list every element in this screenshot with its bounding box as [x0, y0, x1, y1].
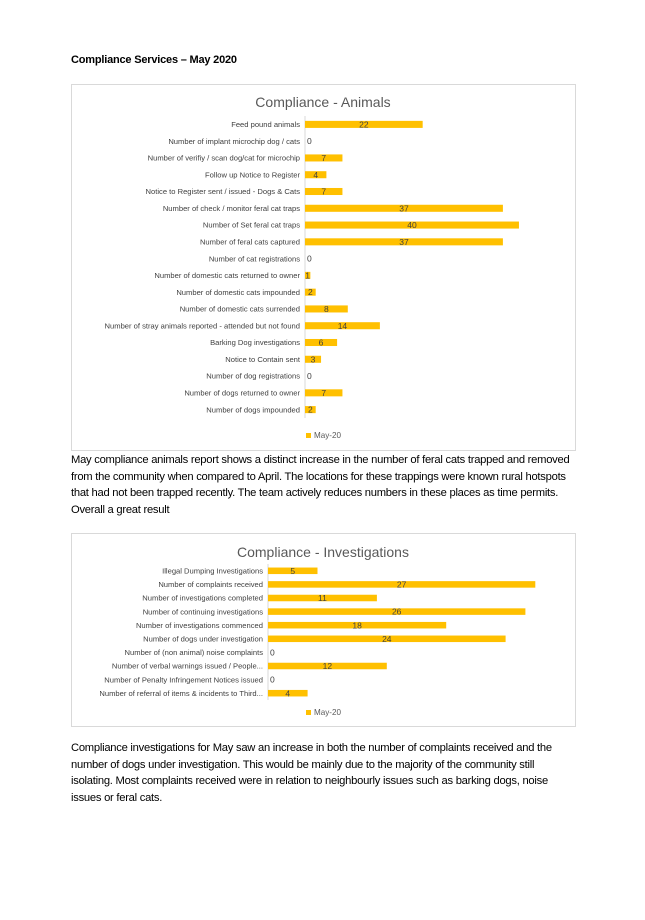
category-label: Number of domestic cats impounded	[176, 287, 300, 297]
animals-chart-svg	[72, 85, 575, 450]
category-label: Feed pound animals	[231, 120, 300, 130]
data-label: 2	[307, 287, 313, 298]
animals-chart	[71, 84, 576, 451]
data-label: 3	[310, 354, 316, 365]
legend-swatch	[306, 710, 311, 715]
data-label: 5	[290, 565, 296, 576]
category-label: Number of implant microchip dog / cats	[168, 136, 300, 146]
data-label: 37	[399, 236, 409, 247]
category-label: Number of verbal warnings issued / People...	[111, 661, 263, 671]
category-label: Number of investigations completed	[142, 593, 263, 603]
data-label: 7	[321, 186, 327, 197]
data-label: 4	[313, 169, 319, 180]
data-label: 11	[318, 593, 327, 604]
category-label: Number of Penalty Infringement Notices issued	[104, 675, 263, 685]
chart-title: Compliance - Animals	[255, 94, 391, 110]
category-label: Number of check / monitor feral cat traps	[162, 203, 300, 213]
data-label: 18	[352, 620, 362, 631]
category-label: Number of dog registrations	[206, 371, 300, 381]
data-label: 14	[337, 320, 348, 331]
investigations-summary-paragraph: Compliance investigations for May saw an increase in both the number of complaints received and the number of dogs under investigation. This would be mainly due to the majority of the community still isolating. Most complaints received were in relation to neighbourly issues such as barking dogs, noise issues or feral cats.	[71, 742, 552, 804]
category-label: Number of (non animal) noise complaints	[124, 648, 263, 658]
data-label: 37	[399, 203, 409, 214]
category-label: Follow up Notice to Register	[205, 170, 300, 180]
animals-summary-paragraph: May compliance animals report shows a distinct increase in the number of feral cats trapped and removed from the community when compared to April. The locations for these trappings were known rural hotspots that had not been trapped recently. The team actively reduces numbers in these places as time permits. Overall a great result	[71, 454, 570, 516]
data-label: 12	[322, 661, 333, 672]
category-label: Number of stray animals reported - attended but not found	[104, 321, 300, 331]
category-label: Number of domestic cats returned to owner	[154, 271, 300, 281]
data-label: 8	[324, 304, 329, 315]
category-label: Illegal Dumping Investigations	[162, 566, 263, 576]
legend-label: May-20	[314, 431, 341, 440]
category-label: Number of verifiy / scan dog/cat for microchip	[147, 153, 300, 163]
data-label: 1	[305, 270, 311, 281]
data-label: 22	[359, 119, 369, 130]
data-label: 0	[270, 647, 275, 658]
investigations-chart	[71, 533, 576, 727]
category-label: Number of dogs impounded	[206, 405, 300, 415]
data-label: 26	[391, 606, 402, 617]
data-label: 0	[307, 371, 312, 382]
data-label: 0	[270, 674, 275, 685]
category-label: Number of referral of items & incidents to Third...	[99, 688, 263, 698]
data-label: 7	[321, 153, 327, 164]
document-title: Compliance Services – May 2020	[71, 54, 237, 66]
data-label: 40	[407, 220, 417, 231]
data-label: 2	[307, 404, 313, 415]
category-label: Number of continuing investigations	[142, 607, 263, 617]
data-label: 4	[285, 688, 291, 699]
chart-title: Compliance - Investigations	[237, 544, 409, 560]
legend-swatch	[306, 433, 311, 438]
data-label: 6	[318, 337, 324, 348]
category-label: Notice to Register sent / issued - Dogs & Cats	[145, 187, 300, 197]
category-label: Number of Set feral cat traps	[202, 220, 300, 230]
data-label: 7	[321, 387, 327, 398]
category-label: Number of domestic cats surrended	[179, 304, 300, 314]
category-label: Number of feral cats captured	[199, 237, 300, 247]
category-label: Number of cat registrations	[208, 254, 300, 264]
data-label: 0	[307, 136, 312, 147]
category-label: Number of complaints received	[158, 580, 263, 590]
data-label: 24	[382, 633, 392, 644]
category-label: Barking Dog investigations	[210, 338, 300, 348]
investigations-chart-svg	[72, 534, 575, 726]
data-label: 0	[307, 253, 312, 264]
legend-label: May-20	[314, 708, 341, 717]
category-label: Number of investigations commenced	[135, 620, 263, 630]
category-label: Number of dogs under investigation	[143, 634, 263, 644]
category-label: Number of dogs returned to owner	[184, 388, 300, 398]
data-label: 27	[396, 579, 407, 590]
category-label: Notice to Contain sent	[225, 354, 300, 364]
